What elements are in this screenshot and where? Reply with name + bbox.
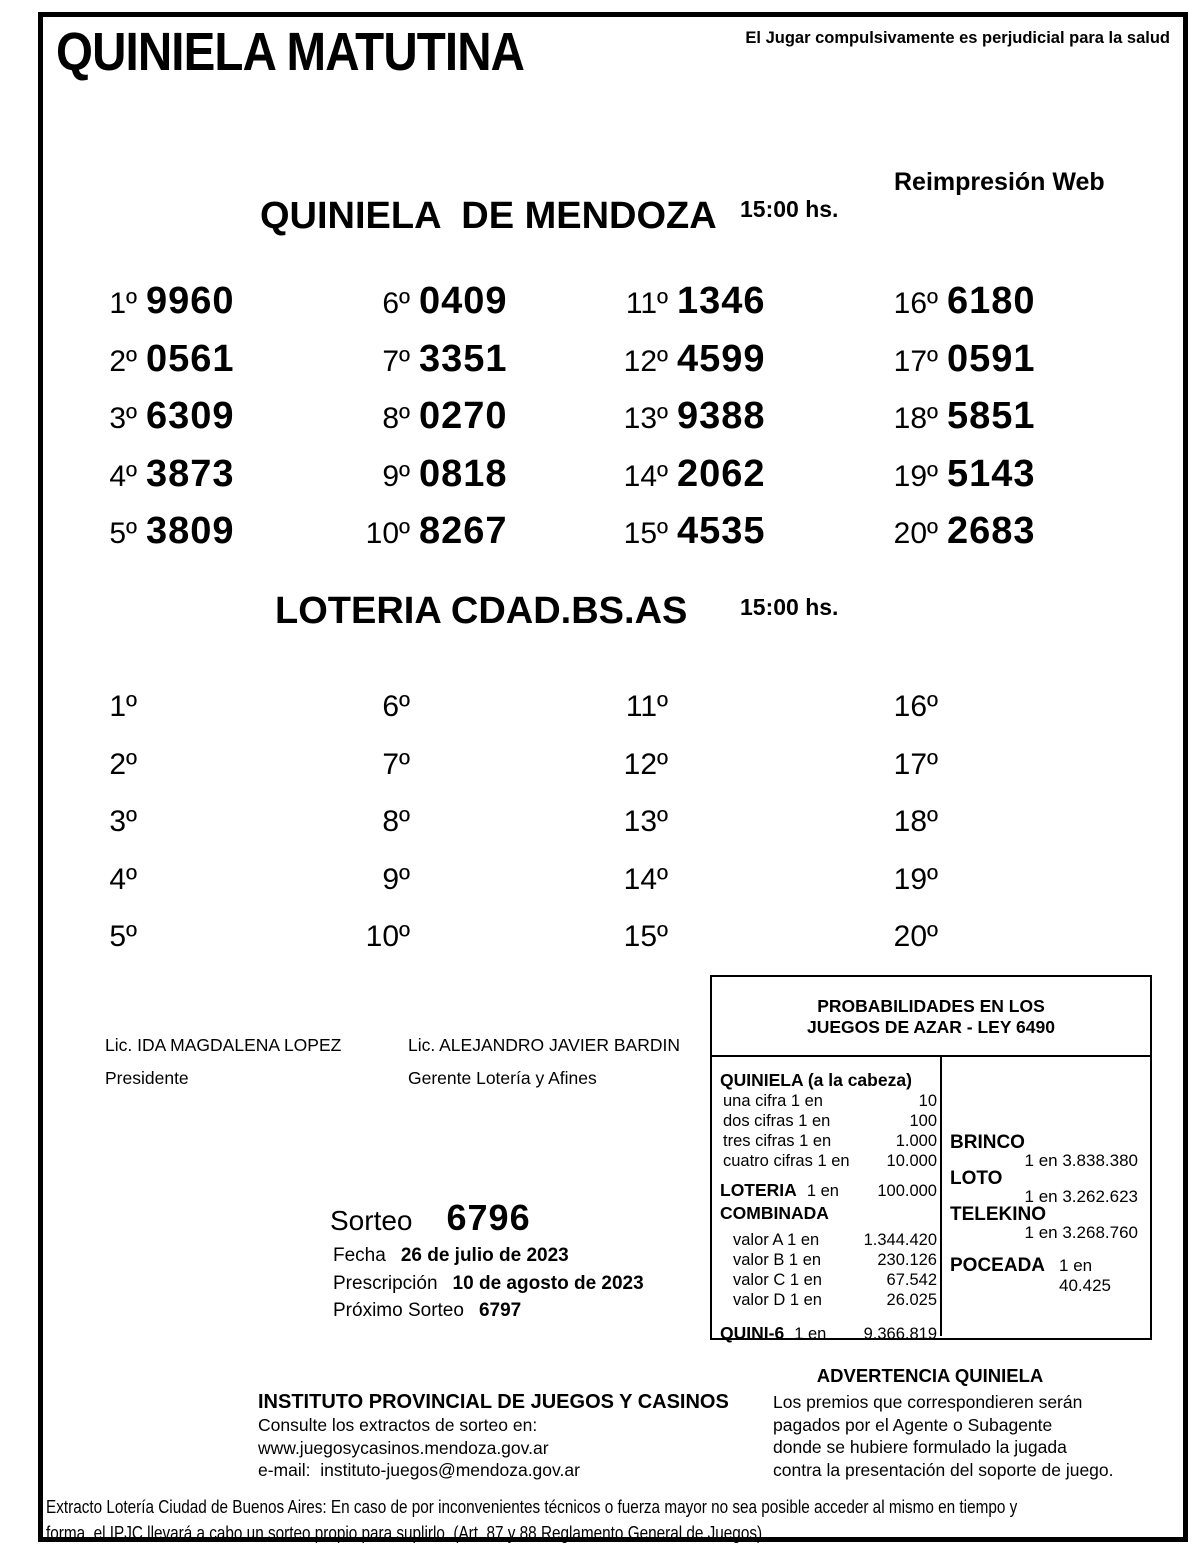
footer-line: Extracto Lotería Ciudad de Buenos Aires: En caso de por inconvenientes técnicos o fuerza mayor no sea posible acceder al mismo en tiempo y bbox=[46, 1497, 1018, 1517]
mendoza-results-column-1 bbox=[69, 280, 235, 568]
result-cell-empty bbox=[69, 920, 137, 978]
result-cell bbox=[600, 453, 766, 511]
result-number: 0561 bbox=[146, 337, 235, 380]
game-odds bbox=[950, 1205, 1140, 1241]
result-cell bbox=[69, 510, 235, 568]
result-cell bbox=[600, 395, 766, 453]
probabilities-title-line2: JUEGOS DE AZAR - LEY 6490 bbox=[807, 1017, 1055, 1037]
odds-mid: 1 en bbox=[806, 1182, 839, 1200]
position-label: 7º bbox=[382, 344, 410, 378]
page-title: QUINIELA MATUTINA bbox=[56, 22, 525, 82]
result-cell-empty bbox=[69, 748, 137, 806]
position-label: 18º bbox=[893, 805, 938, 838]
position-label: 6º bbox=[382, 690, 410, 723]
game-name: LOTO bbox=[950, 1168, 1003, 1189]
mendoza-results-grid bbox=[43, 280, 1183, 572]
prescription-label: Prescripción bbox=[333, 1273, 438, 1294]
odds-value: 100 bbox=[909, 1112, 937, 1130]
position-label: 7º bbox=[382, 747, 410, 781]
result-cell-empty bbox=[69, 805, 137, 863]
result-cell bbox=[342, 453, 508, 511]
odds-label: cuatro cifras 1 en bbox=[723, 1152, 850, 1170]
draw-date-row bbox=[333, 1245, 569, 1267]
loteria-odds-row bbox=[720, 1179, 937, 1202]
odds-row bbox=[720, 1250, 937, 1270]
bsas-section-title: LOTERIA CDAD.BS.AS bbox=[275, 590, 688, 632]
position-label: 9º bbox=[382, 862, 410, 896]
result-cell-empty bbox=[600, 920, 668, 978]
institute-email: e-mail: instituto-juegos@mendoza.gov.ar bbox=[258, 1460, 580, 1480]
loteria-odds-label: LOTERIA bbox=[720, 1180, 797, 1200]
position-label: 13º bbox=[623, 805, 668, 838]
mendoza-section-title: QUINIELA DE MENDOZA bbox=[260, 195, 717, 237]
result-cell bbox=[600, 338, 766, 396]
position-label: 10º bbox=[365, 920, 410, 953]
odds-label: una cifra 1 en bbox=[723, 1092, 823, 1110]
result-number: 3809 bbox=[146, 510, 235, 552]
result-cell bbox=[870, 510, 1036, 568]
institute-website: www.juegosycasinos.mendoza.gov.ar bbox=[258, 1437, 549, 1458]
health-warning: El Jugar compulsivamente es perjudicial para la salud bbox=[745, 29, 1170, 47]
bsas-draw-time: 15:00 hs. bbox=[740, 594, 839, 620]
result-number: 0270 bbox=[419, 395, 508, 437]
result-number: 3351 bbox=[419, 337, 508, 380]
game-name: BRINCO bbox=[950, 1132, 1025, 1153]
odds-row bbox=[720, 1131, 937, 1151]
position-label: 14º bbox=[623, 862, 668, 896]
manager-name: Lic. ALEJANDRO JAVIER BARDIN bbox=[408, 1035, 680, 1055]
result-cell bbox=[69, 280, 235, 338]
odds-label: tres cifras 1 en bbox=[723, 1132, 832, 1150]
result-number: 8267 bbox=[419, 510, 508, 552]
position-label: 11º bbox=[625, 287, 668, 320]
odds-value: 1.344.420 bbox=[863, 1231, 937, 1249]
game-name: POCEADA bbox=[950, 1255, 1046, 1276]
game-odds bbox=[950, 1133, 1140, 1169]
institute-consult-line: Consulte los extractos de sorteo en: bbox=[258, 1415, 538, 1435]
result-cell-empty bbox=[870, 920, 938, 978]
date-value: 26 de julio de 2023 bbox=[400, 1245, 569, 1266]
odds-label: valor D 1 en bbox=[733, 1291, 822, 1309]
warning-line: pagados por el Agente o Subagente bbox=[773, 1414, 1053, 1435]
position-label: 4º bbox=[109, 459, 137, 493]
result-cell-empty bbox=[870, 748, 938, 806]
draw-label: Sorteo bbox=[330, 1205, 413, 1236]
result-number: 4599 bbox=[677, 337, 766, 380]
next-draw-label: Próximo Sorteo bbox=[333, 1300, 464, 1321]
institute-block bbox=[258, 1390, 729, 1482]
odds-value: 1.000 bbox=[895, 1132, 937, 1150]
result-number: 0818 bbox=[419, 452, 508, 495]
position-label: 3º bbox=[109, 805, 137, 838]
odds-label: valor A 1 en bbox=[733, 1231, 820, 1249]
quiniela-odds-header: QUINIELA (a la cabeza) bbox=[720, 1070, 912, 1090]
result-cell-empty bbox=[600, 748, 668, 806]
warning-line: contra la presentación del soporte de juego. bbox=[773, 1459, 1114, 1480]
manager-title: Gerente Lotería y Afines bbox=[408, 1068, 597, 1088]
result-cell-empty bbox=[342, 920, 410, 978]
odds-value: 26.025 bbox=[886, 1291, 937, 1309]
odds-value: 10.000 bbox=[886, 1152, 937, 1170]
position-label: 20º bbox=[893, 920, 938, 953]
position-label: 9º bbox=[382, 459, 410, 493]
combinada-odds-header: COMBINADA bbox=[720, 1203, 829, 1223]
warning-text bbox=[773, 1391, 1170, 1481]
odds-value: 10 bbox=[918, 1092, 937, 1110]
mendoza-results-column-2 bbox=[342, 280, 508, 568]
position-label: 1º bbox=[109, 690, 137, 723]
position-label: 6º bbox=[382, 287, 410, 320]
mendoza-results-column-3 bbox=[600, 280, 766, 568]
prescription-value: 10 de agosto de 2023 bbox=[452, 1273, 644, 1294]
result-cell bbox=[600, 280, 766, 338]
probabilities-title-line1: PROBABILIDADES EN LOS bbox=[817, 996, 1045, 1016]
odds-row bbox=[720, 1111, 937, 1131]
president-name: Lic. IDA MAGDALENA LOPEZ bbox=[105, 1035, 342, 1055]
position-label: 12º bbox=[623, 747, 668, 781]
result-number: 5851 bbox=[947, 395, 1036, 437]
bsas-results-column-2 bbox=[342, 690, 410, 978]
game-name: TELEKINO bbox=[950, 1204, 1047, 1225]
odds-row bbox=[720, 1270, 937, 1290]
probabilities-box bbox=[710, 975, 1152, 1343]
position-label: 4º bbox=[109, 862, 137, 896]
result-number: 6180 bbox=[947, 280, 1036, 322]
odds-value: 9.366.819 bbox=[863, 1325, 937, 1343]
probabilities-left-column bbox=[712, 1057, 942, 1343]
result-number: 3873 bbox=[146, 452, 235, 495]
reprint-label: Reimpresión Web bbox=[894, 168, 1105, 196]
footer-line: forma, el IPJC llevará a cabo un sorteo propio para suplirlo. (Art. 87 y 88 Reglamento General de Juegos) bbox=[46, 1523, 763, 1543]
result-cell bbox=[870, 453, 1036, 511]
position-label: 2º bbox=[109, 344, 137, 378]
result-cell bbox=[870, 338, 1036, 396]
odds-row bbox=[720, 1091, 937, 1111]
bsas-results-grid bbox=[43, 690, 1183, 982]
position-label: 16º bbox=[893, 690, 938, 723]
result-cell bbox=[600, 510, 766, 568]
warning-title: ADVERTENCIA QUINIELA bbox=[816, 1365, 1044, 1386]
warning-line: donde se hubiere formulado la jugada bbox=[773, 1437, 1067, 1457]
institute-name: INSTITUTO PROVINCIAL DE JUEGOS Y CASINOS bbox=[258, 1391, 729, 1413]
odds-value: 100.000 bbox=[877, 1182, 937, 1200]
odds-label: dos cifras 1 en bbox=[723, 1112, 831, 1130]
position-label: 20º bbox=[893, 517, 938, 550]
odds-row bbox=[720, 1290, 937, 1310]
footer-note bbox=[46, 1494, 1194, 1546]
mendoza-results-column-4 bbox=[870, 280, 1036, 568]
game-odds bbox=[950, 1256, 1140, 1296]
mendoza-draw-time: 15:00 hs. bbox=[740, 196, 839, 222]
probabilities-title bbox=[712, 977, 1150, 1057]
result-number: 4535 bbox=[677, 510, 766, 552]
result-cell bbox=[69, 338, 235, 396]
position-label: 8º bbox=[382, 805, 410, 838]
result-cell bbox=[342, 338, 508, 396]
position-label: 1º bbox=[109, 287, 137, 320]
position-label: 19º bbox=[893, 862, 938, 896]
result-number: 6309 bbox=[146, 395, 235, 437]
position-label: 11º bbox=[625, 690, 668, 723]
next-draw-row bbox=[333, 1300, 521, 1322]
result-cell-empty bbox=[69, 863, 137, 921]
odds-label: valor C 1 en bbox=[733, 1271, 822, 1289]
result-cell bbox=[69, 453, 235, 511]
president-title: Presidente bbox=[105, 1068, 189, 1088]
position-label: 18º bbox=[893, 402, 938, 435]
result-cell-empty bbox=[342, 805, 410, 863]
prescription-row bbox=[333, 1273, 644, 1295]
result-number: 0591 bbox=[947, 337, 1036, 380]
game-odds-value: 1 en 3.838.380 bbox=[1024, 1151, 1138, 1170]
game-odds-value: 1 en 3.262.623 bbox=[1024, 1187, 1138, 1206]
result-cell-empty bbox=[870, 690, 938, 748]
warning-line: Los premios que correspondieren serán bbox=[773, 1392, 1083, 1412]
position-label: 3º bbox=[109, 402, 137, 435]
position-label: 2º bbox=[109, 747, 137, 781]
odds-row bbox=[720, 1151, 937, 1171]
result-cell-empty bbox=[342, 690, 410, 748]
result-cell-empty bbox=[600, 805, 668, 863]
position-label: 19º bbox=[893, 459, 938, 493]
position-label: 13º bbox=[623, 402, 668, 435]
result-cell-empty bbox=[870, 805, 938, 863]
odds-row bbox=[720, 1230, 937, 1250]
game-odds-value: 1 en 40.425 bbox=[1059, 1256, 1112, 1295]
result-cell-empty bbox=[342, 863, 410, 921]
result-number: 5143 bbox=[947, 452, 1036, 495]
next-draw-value: 6797 bbox=[478, 1300, 522, 1321]
position-label: 10º bbox=[365, 517, 410, 550]
position-label: 8º bbox=[382, 402, 410, 435]
odds-mid: 1 en bbox=[794, 1325, 827, 1343]
game-odds bbox=[950, 1169, 1140, 1205]
result-cell-empty bbox=[342, 748, 410, 806]
bsas-results-column-4 bbox=[870, 690, 938, 978]
result-cell bbox=[69, 395, 235, 453]
probabilities-right-column bbox=[942, 1057, 1150, 1336]
position-label: 17º bbox=[893, 747, 938, 781]
result-cell bbox=[870, 395, 1036, 453]
probabilities-body bbox=[712, 1057, 1150, 1343]
position-label: 5º bbox=[109, 517, 137, 550]
result-number: 9960 bbox=[146, 280, 235, 322]
result-number: 2683 bbox=[947, 510, 1036, 552]
result-cell-empty bbox=[69, 690, 137, 748]
result-cell-empty bbox=[600, 863, 668, 921]
result-number: 0409 bbox=[419, 280, 508, 322]
result-cell bbox=[870, 280, 1036, 338]
result-number: 9388 bbox=[677, 395, 766, 437]
extract-page bbox=[38, 12, 1188, 1542]
position-label: 17º bbox=[893, 344, 938, 378]
result-number: 2062 bbox=[677, 452, 766, 495]
result-cell bbox=[342, 280, 508, 338]
result-cell bbox=[342, 510, 508, 568]
position-label: 12º bbox=[623, 344, 668, 378]
draw-number: 6796 bbox=[446, 1197, 531, 1238]
position-label: 15º bbox=[623, 517, 668, 550]
quini6-odds-label: QUINI-6 bbox=[720, 1323, 785, 1343]
odds-label: valor B 1 en bbox=[733, 1251, 822, 1269]
odds-value: 230.126 bbox=[877, 1251, 937, 1269]
result-cell-empty bbox=[600, 690, 668, 748]
position-label: 15º bbox=[623, 920, 668, 953]
warning-block bbox=[690, 1365, 1170, 1481]
position-label: 14º bbox=[623, 459, 668, 493]
position-label: 16º bbox=[893, 287, 938, 320]
game-odds-value: 1 en 3.268.760 bbox=[1024, 1223, 1138, 1242]
bsas-results-column-1 bbox=[69, 690, 137, 978]
bsas-results-column-3 bbox=[600, 690, 668, 978]
position-label: 5º bbox=[109, 920, 137, 953]
result-cell-empty bbox=[870, 863, 938, 921]
draw-number-row bbox=[330, 1197, 531, 1239]
result-cell bbox=[342, 395, 508, 453]
date-label: Fecha bbox=[333, 1245, 386, 1266]
quini6-odds-row bbox=[720, 1322, 937, 1345]
result-number: 1346 bbox=[677, 280, 766, 322]
odds-value: 67.542 bbox=[886, 1271, 937, 1289]
